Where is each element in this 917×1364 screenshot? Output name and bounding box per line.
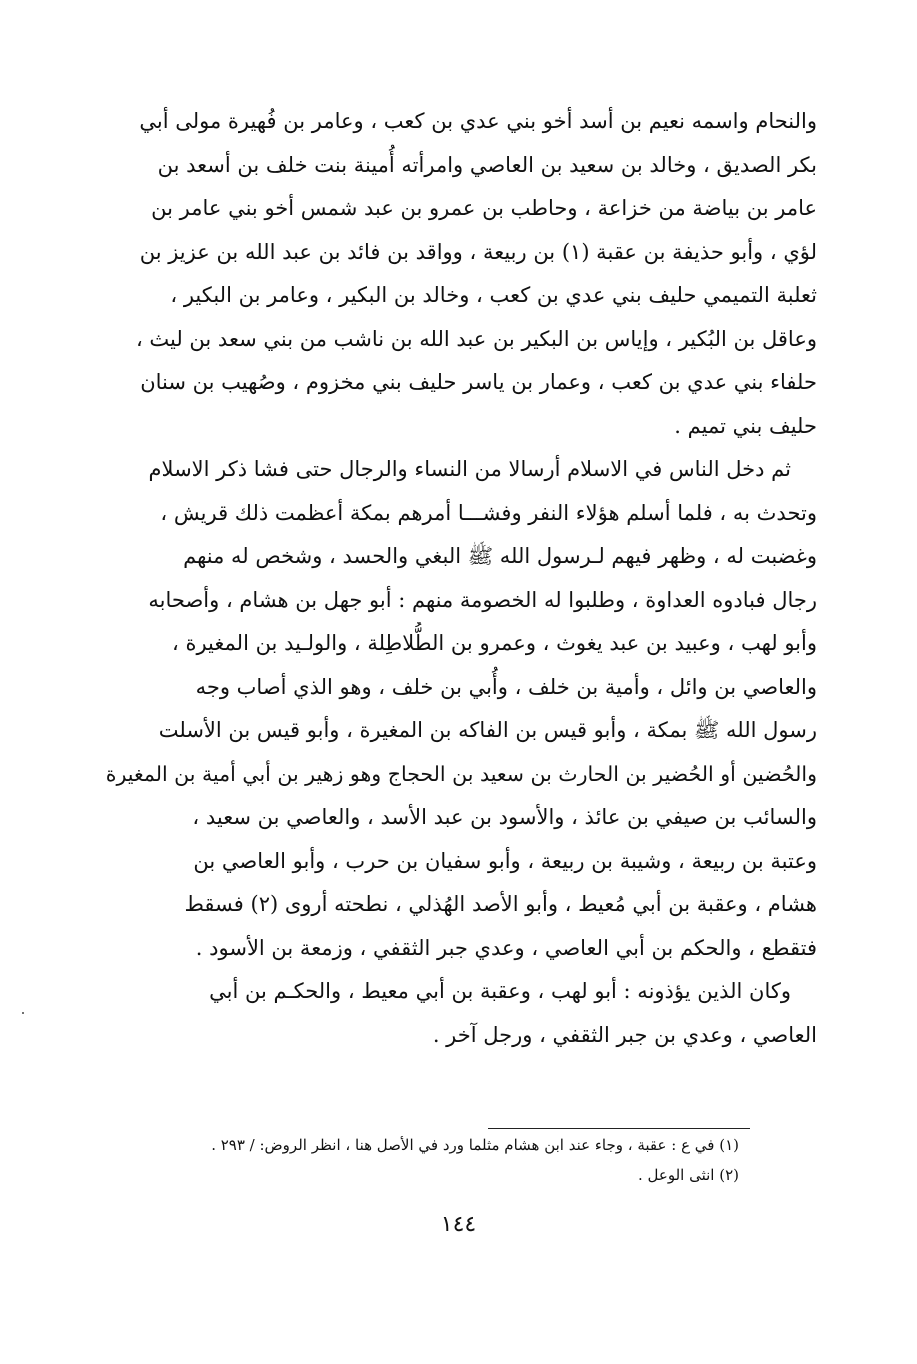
text-line: والسائب بن صيفي بن عائذ ، والأسود بن عبد الأسد ، والعاصي بن سعيد ، xyxy=(192,805,817,829)
footnote-2: (٢) انثى الوعل . xyxy=(637,1166,739,1184)
text-line: وعتبة بن ربيعة ، وشيبة بن ربيعة ، وأبو سفيان بن حرب ، وأبو العاصي بن xyxy=(193,848,817,873)
text-line: وعاقل بن البُكير ، وإياس بن البكير بن عبد الله بن ناشب من بني سعد بن ليث ، xyxy=(135,326,817,351)
text-line: ثم دخل الناس في الاسلام أرسالا من النساء والرجال حتى فشا ذكر الاسلام xyxy=(148,457,791,481)
text-line: ثعلبة التميمي حليف بني عدي بن كعب ، وخالد بن البكير ، وعامر بن البكير ، xyxy=(170,283,817,307)
text-line: هشام ، وعقبة بن أبي مُعيط ، وأبو الأصد الهُذلي ، نطحته أروى (٢) فسقط xyxy=(184,892,817,916)
text-line: بكر الصديق ، وخالد بن سعيد بن العاصي وامرأته أُمينة بنت خلف بن أسعد بن xyxy=(157,152,817,177)
text-line: العاصي ، وعدي بن جبر الثقفي ، ورجل آخر . xyxy=(432,1022,817,1047)
text-line: رجال فبادوه العداوة ، وطلبوا له الخصومة منهم : أبو جهل بن هشام ، وأصحابه xyxy=(148,587,817,612)
text-line: وتحدث به ، فلما أسلم هؤلاء النفر وفشـــا أمرهم بمكة أعظمت ذلك قريش ، xyxy=(160,500,817,525)
footnotes xyxy=(99,1130,739,1190)
paragraph-3 xyxy=(102,970,817,1057)
paragraph-2 xyxy=(102,448,817,970)
text-line: والعاصي بن وائل ، وأمية بن خلف ، وأُبي بن خلف ، وهو الذي أصاب وجه xyxy=(195,674,817,699)
page-number: ١٤٤ xyxy=(440,1212,477,1237)
text-line: والنحام واسمه نعيم بن أسد أخو بني عدي بن كعب ، وعامر بن فُهيرة مولى أبي xyxy=(139,109,817,133)
text-line: وغضبت له ، وظهر فيهم لـرسول الله ﷺ البغي والحسد ، وشخص له منهم xyxy=(183,544,817,568)
scan-speck xyxy=(22,1012,24,1014)
footnote-divider xyxy=(488,1128,750,1129)
text-line: رسول الله ﷺ بمكة ، وأبو قيس بن الفاكه بن المغيرة ، وأبو قيس بن الأسلت xyxy=(158,718,817,742)
footnote-1: (١) في ع : عقبة ، وجاء عند ابن هشام مثلما ورد في الأصل هنا ، انظر الروض: / ٢٩٣ . xyxy=(211,1136,739,1154)
text-line: حلفاء بني عدي بن كعب ، وعمار بن ياسر حليف بني مخزوم ، وصُهيب بن سنان xyxy=(140,370,817,394)
text-line: فتقطع ، والحكم بن أبي العاصي ، وعدي جبر الثقفي ، وزمعة بن الأسود . xyxy=(195,935,817,960)
text-line: وأبو لهب ، وعبيد بن عبد يغوث ، وعمرو بن الطُّلاطِلة ، والولـيد بن المغيرة ، xyxy=(172,631,817,655)
paragraph-1 xyxy=(102,100,817,448)
main-text xyxy=(102,100,817,1057)
text-line: والحُضين أو الحُضير بن الحارث بن سعيد بن الحجاج وهو زهير بن أبي أمية بن المغيرة xyxy=(105,761,817,786)
text-line: وكان الذين يؤذونه : أبو لهب ، وعقبة بن أبي معيط ، والحكـم بن أبي xyxy=(209,979,791,1003)
text-line: عامر بن بياضة من خزاعة ، وحاطب بن عمرو بن عبد شمس أخو بني عامر بن xyxy=(151,196,817,220)
text-line: حليف بني تميم . xyxy=(674,413,817,438)
text-line: لؤي ، وأبو حذيفة بن عقبة (١) بن ربيعة ، وواقد بن فائد بن عبد الله بن عزيز بن xyxy=(139,239,817,264)
